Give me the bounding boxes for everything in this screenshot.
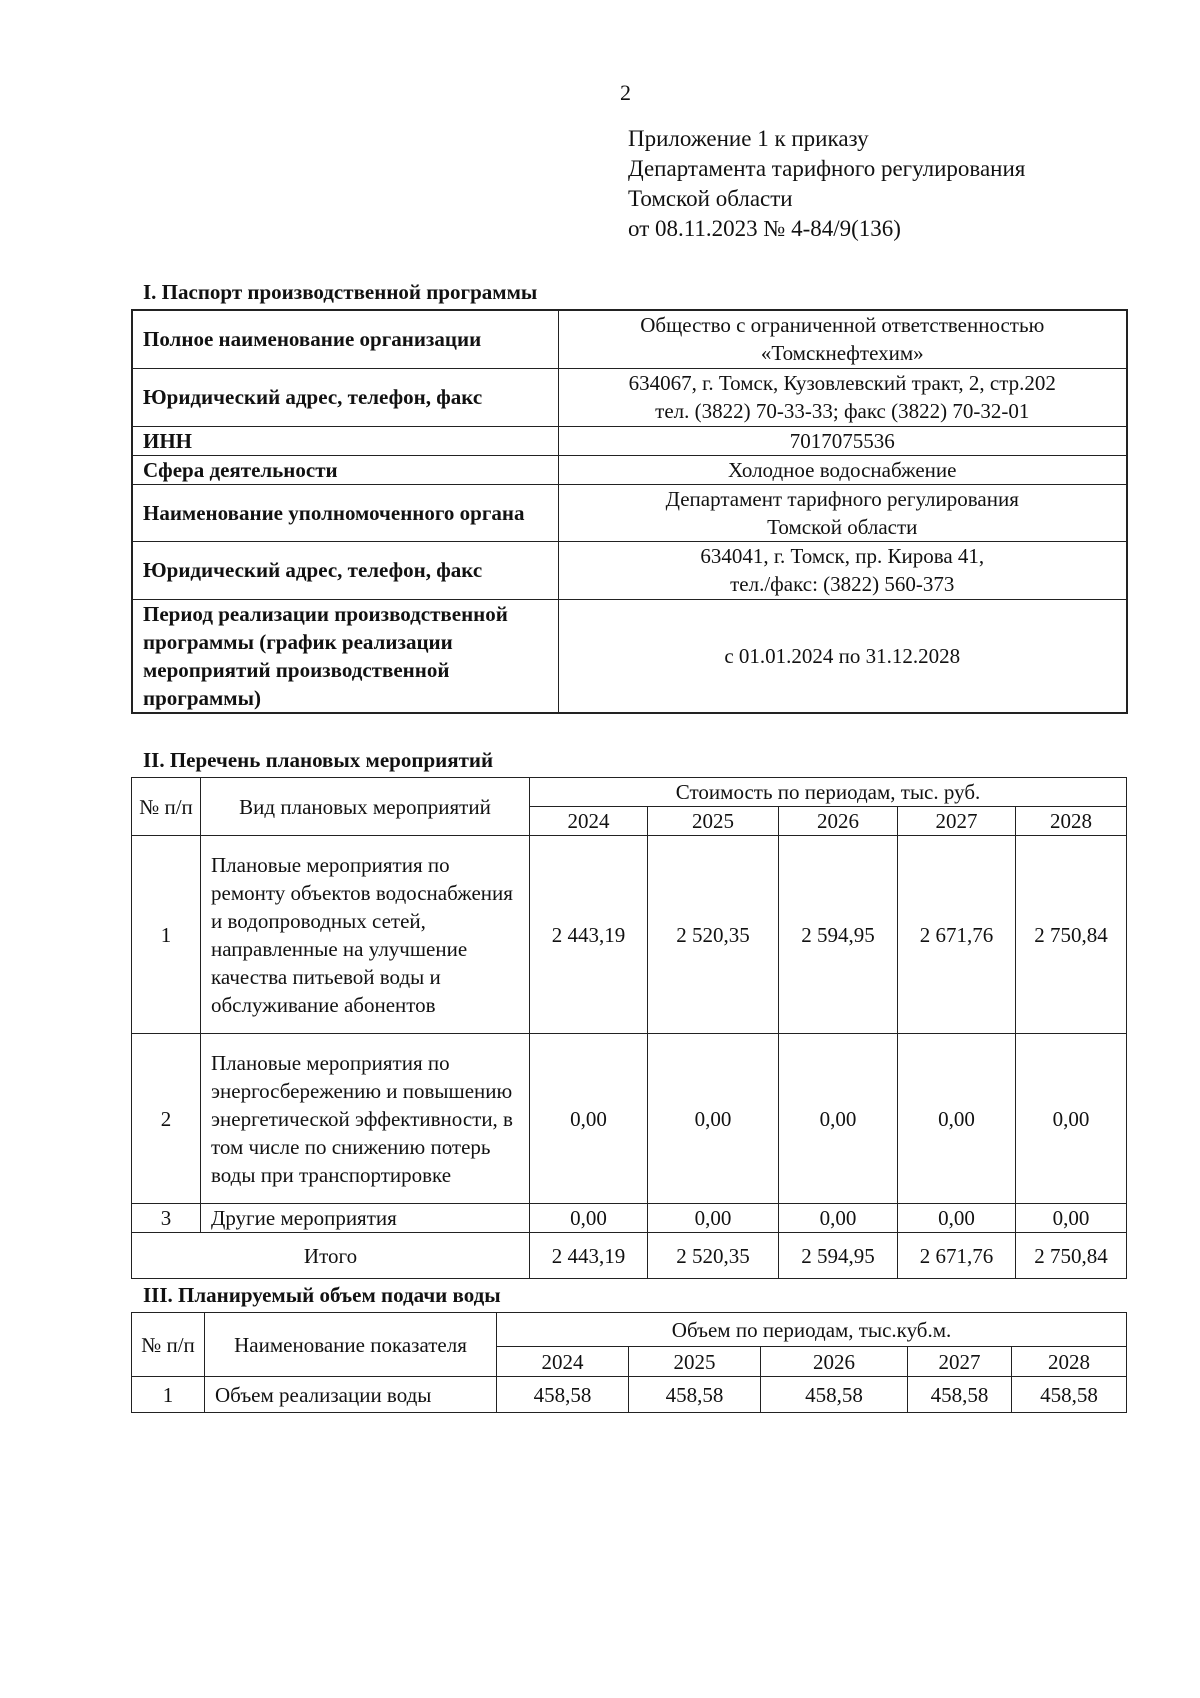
- cell-value: 2 443,19: [530, 836, 648, 1034]
- cell-value: 0,00: [779, 1034, 898, 1204]
- passport-label: Сфера деятельности: [132, 455, 558, 484]
- section2-title: II. Перечень плановых мероприятий: [143, 748, 494, 772]
- row-name: Плановые мероприятия по ремонту объектов водоснабжения и водопроводных сетей, направленные на улучшение качества питьевой воды и обслуживание абонентов: [201, 836, 530, 1034]
- passport-label: Полное наименование организации: [132, 310, 558, 368]
- table-row: [132, 1034, 1127, 1204]
- passport-table: [131, 309, 1128, 714]
- cell-value: 0,00: [1016, 1204, 1127, 1233]
- row-num: 1: [132, 836, 201, 1034]
- cell-value: 458,58: [1012, 1377, 1127, 1413]
- approval-line: от 08.11.2023 № 4-84/9(136): [628, 216, 901, 241]
- table-row: [132, 426, 1127, 455]
- year-header: 2024: [530, 807, 648, 836]
- col-header-num: № п/п: [132, 778, 201, 836]
- table-row: [132, 1204, 1127, 1233]
- cell-value: 0,00: [898, 1204, 1016, 1233]
- cell-value: 2 520,35: [648, 836, 779, 1034]
- water-volume-table: [131, 1312, 1127, 1413]
- table-row: [132, 455, 1127, 484]
- passport-label: Период реализации производственной программы (график реализации мероприятий производственной программы): [132, 599, 558, 713]
- col-header-cost: Стоимость по периодам, тыс. руб.: [530, 778, 1127, 807]
- table-total-row: [132, 1233, 1127, 1279]
- measures-table: [131, 777, 1127, 1279]
- table-row: [132, 368, 1127, 426]
- passport-label: Наименование уполномоченного органа: [132, 484, 558, 541]
- table-row: [132, 1377, 1127, 1413]
- table-header-row: [132, 778, 1127, 807]
- cell-value: 0,00: [648, 1204, 779, 1233]
- cell-value: 2 594,95: [779, 836, 898, 1034]
- cell-value: 0,00: [898, 1034, 1016, 1204]
- cell-value: 458,58: [761, 1377, 908, 1413]
- col-header-num: № п/п: [132, 1313, 205, 1377]
- year-header: 2027: [898, 807, 1016, 836]
- cell-value: 2 671,76: [898, 836, 1016, 1034]
- passport-label: ИНН: [132, 426, 558, 455]
- year-header: 2026: [761, 1347, 908, 1377]
- total-label: Итого: [132, 1233, 530, 1279]
- row-num: 1: [132, 1377, 205, 1413]
- year-header: 2028: [1016, 807, 1127, 836]
- passport-value: Общество с ограниченной ответственностью «Томскнефтехим»: [558, 310, 1127, 368]
- cell-value: 458,58: [908, 1377, 1012, 1413]
- table-row: [132, 484, 1127, 541]
- row-num: 2: [132, 1034, 201, 1204]
- passport-value: с 01.01.2024 по 31.12.2028: [558, 599, 1127, 713]
- year-header: 2026: [779, 807, 898, 836]
- cell-value: 0,00: [530, 1204, 648, 1233]
- passport-label: Юридический адрес, телефон, факс: [132, 368, 558, 426]
- table-row: [132, 541, 1127, 599]
- row-name: Объем реализации воды: [205, 1377, 497, 1413]
- approval-block: [628, 124, 1025, 244]
- approval-line: Департамента тарифного регулирования: [628, 156, 1026, 181]
- cell-value: 0,00: [530, 1034, 648, 1204]
- passport-label: Юридический адрес, телефон, факс: [132, 541, 558, 599]
- cell-value: 0,00: [1016, 1034, 1127, 1204]
- passport-value: 7017075536: [558, 426, 1127, 455]
- year-header: 2025: [629, 1347, 761, 1377]
- year-header: 2025: [648, 807, 779, 836]
- cell-value: 0,00: [779, 1204, 898, 1233]
- table-row: [132, 836, 1127, 1034]
- total-value: 2 750,84: [1016, 1233, 1127, 1279]
- passport-value: Холодное водоснабжение: [558, 455, 1127, 484]
- approval-line: Томской области: [628, 186, 793, 211]
- col-header-name: Вид плановых мероприятий: [201, 778, 530, 836]
- total-value: 2 520,35: [648, 1233, 779, 1279]
- cell-value: 458,58: [629, 1377, 761, 1413]
- year-header: 2027: [908, 1347, 1012, 1377]
- total-value: 2 443,19: [530, 1233, 648, 1279]
- section3-title: III. Планируемый объем подачи воды: [143, 1283, 501, 1307]
- passport-value: 634067, г. Томск, Кузовлевский тракт, 2, стр.202 тел. (3822) 70-33-33; факс (3822) 70-32-01: [558, 368, 1127, 426]
- col-header-volume: Объем по периодам, тыс.куб.м.: [497, 1313, 1127, 1347]
- row-num: 3: [132, 1204, 201, 1233]
- year-header: 2024: [497, 1347, 629, 1377]
- table-header-row: [132, 1313, 1127, 1347]
- col-header-name: Наименование показателя: [205, 1313, 497, 1377]
- row-name: Плановые мероприятия по энергосбережению и повышению энергетической эффективности, в том числе по снижению потерь воды при транспортировке: [201, 1034, 530, 1204]
- section1-title: I. Паспорт производственной программы: [143, 280, 538, 304]
- row-name: Другие мероприятия: [201, 1204, 530, 1233]
- page-number: 2: [620, 80, 631, 105]
- passport-value: 634041, г. Томск, пр. Кирова 41, тел./факс: (3822) 560-373: [558, 541, 1127, 599]
- cell-value: 0,00: [648, 1034, 779, 1204]
- cell-value: 2 750,84: [1016, 836, 1127, 1034]
- table-row: [132, 599, 1127, 713]
- total-value: 2 594,95: [779, 1233, 898, 1279]
- total-value: 2 671,76: [898, 1233, 1016, 1279]
- passport-value: Департамент тарифного регулирования Томской области: [558, 484, 1127, 541]
- cell-value: 458,58: [497, 1377, 629, 1413]
- year-header: 2028: [1012, 1347, 1127, 1377]
- table-row: [132, 310, 1127, 368]
- approval-line: Приложение 1 к приказу: [628, 126, 869, 151]
